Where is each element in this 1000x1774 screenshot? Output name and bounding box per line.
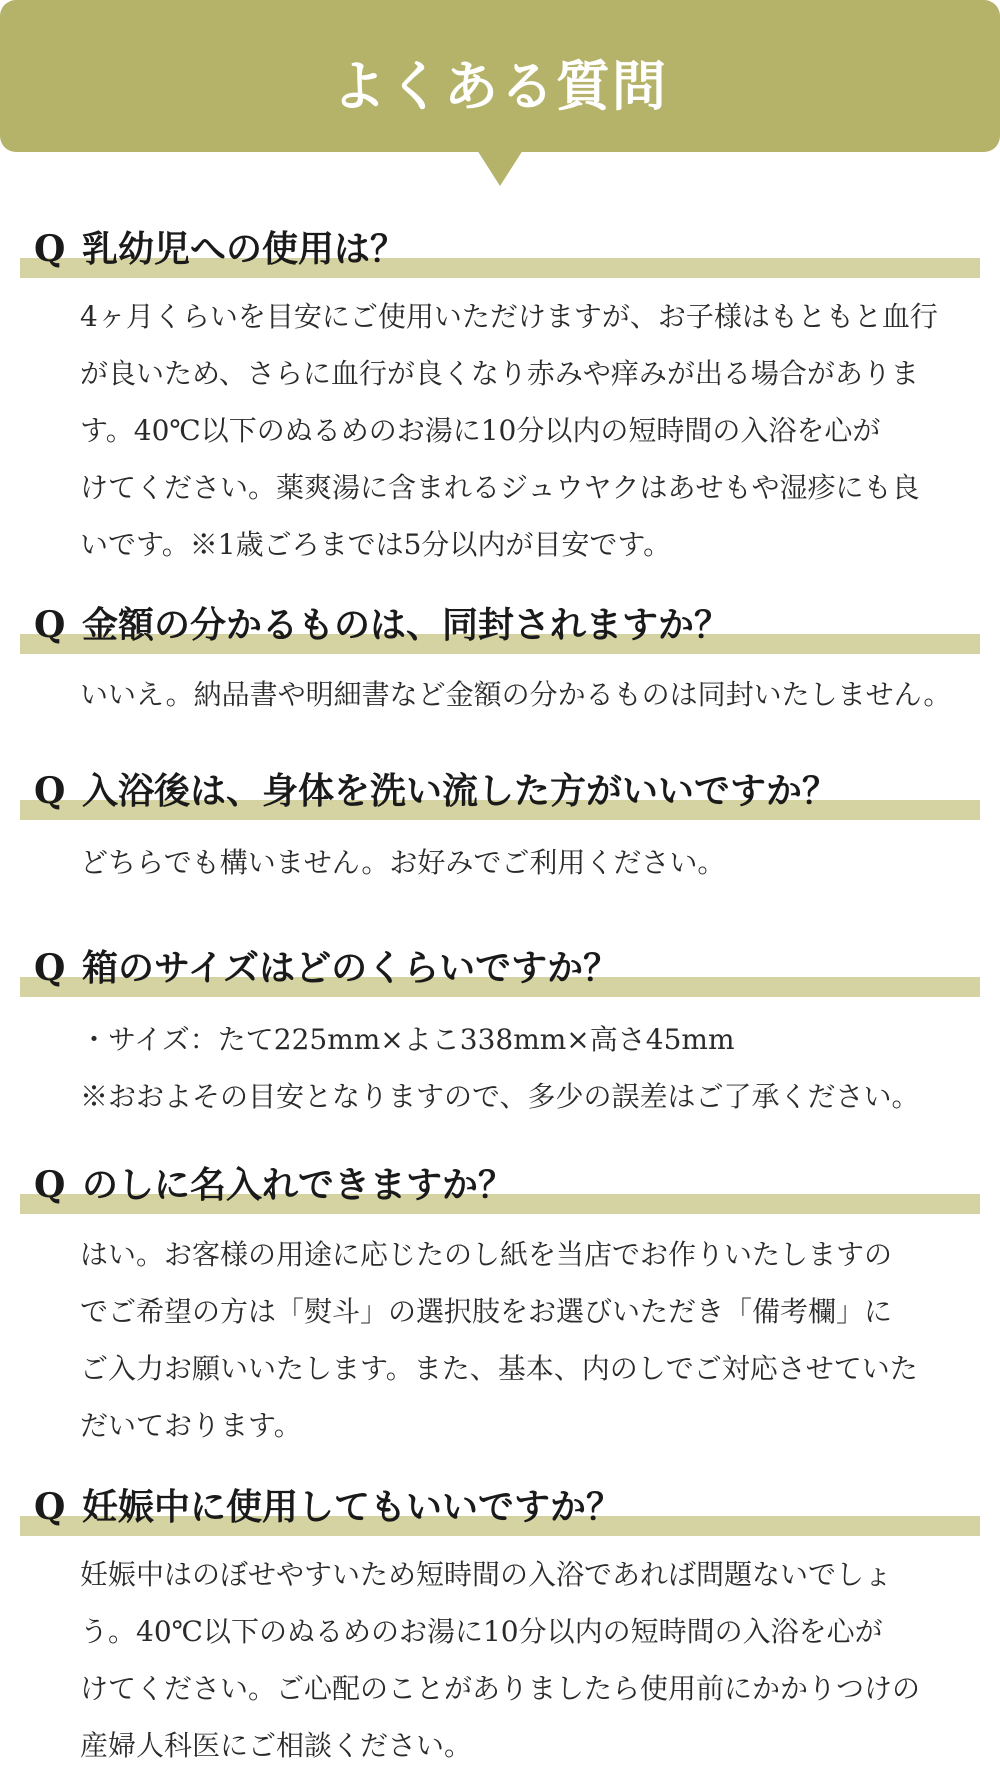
answer-line: 妊娠中はのぼせやすいため短時間の入浴であれば問題ないでしょ [80,1558,893,1591]
q-marker: Q [34,947,66,989]
question-label: 妊娠中に使用してもいいですか？ [82,1486,623,1528]
question-row [0,764,1000,820]
answer-line: でご希望の方は「熨斗」の選択肢をお選びいただき「備考欄」に [80,1295,893,1328]
answer-line: けてください。薬爽湯に含まれるジュウヤクはあせもや湿疹にも良 [80,471,920,504]
question-text [34,763,838,814]
answer-line: す。40℃以下のぬるめのお湯に10分以内の短時間の入浴を心が [80,414,881,447]
faq-header [0,0,1000,152]
question-text [34,597,730,648]
faq-item-noshi-name [0,1158,1000,1454]
answer-line: けてください。ご心配のことがありましたら使用前にかかりつけの [80,1672,921,1705]
answer-line: いです。※1歳ごろまでは5分以内が目安です。 [80,528,672,561]
answer-line: ・サイズ：たて225mm×よこ338mm×高さ45mm [80,1023,735,1056]
question-text [34,1479,622,1530]
answer-text [0,1226,1000,1454]
answer-line: う。40℃以下のぬるめのお湯に10分以内の短時間の入浴を心が [80,1615,883,1648]
answer-line: 4ヶ月くらいを目安にご使用いただけますが、お子様はもともと血行 [80,300,938,333]
answer-text [0,1546,1000,1774]
answer-line: いいえ。納品書や明細書など金額の分かるものは同封いたしません。 [80,678,952,711]
question-label: 乳幼児への使用は？ [82,228,407,270]
q-marker: Q [34,770,66,812]
question-row [0,1480,1000,1536]
faq-item-price-documents [0,598,1000,723]
answer-line: ※おおよその目安となりますので、多少の誤差はご了承ください。 [80,1080,920,1113]
answer-line: 産婦人科医にご相談ください。 [80,1729,473,1762]
question-text [34,1157,514,1208]
faq-item-rinse-after-bath [0,764,1000,891]
question-label: 金額の分かるものは、同封されますか？ [82,604,731,646]
answer-text [0,666,1000,723]
question-row [0,222,1000,278]
question-label: のしに名入れできますか？ [82,1164,515,1206]
q-marker: Q [34,1164,66,1206]
faq-item-box-size [0,941,1000,1125]
question-row [0,941,1000,997]
question-label: 箱のサイズはどのくらいですか？ [82,947,620,989]
question-label: 入浴後は、身体を洗い流した方がいいですか？ [82,770,839,812]
answer-text [0,288,1000,573]
faq-item-infant-use [0,222,1000,573]
question-row [0,1158,1000,1214]
answer-line: どちらでも構いません。お好みでご利用ください。 [80,846,726,879]
q-marker: Q [34,228,66,270]
answer-text [0,1011,1000,1125]
page-title: よくある質問 [332,54,668,118]
answer-line: ご入力お願いいたします。また、基本、内のしでご対応させていた [80,1352,918,1385]
answer-line: はい。お客様の用途に応じたのし紙を当店でお作りいたしますの [80,1238,893,1271]
question-row [0,598,1000,654]
question-text [34,221,406,272]
question-text [34,940,619,991]
answer-line: だいております。 [80,1409,302,1442]
faq-item-pregnancy-use [0,1480,1000,1774]
header-pointer-arrow [477,150,523,186]
q-marker: Q [34,1486,66,1528]
q-marker: Q [34,604,66,646]
answer-line: が良いため、さらに血行が良くなり赤みや痒みが出る場合がありま [80,357,919,390]
answer-text [0,834,1000,891]
